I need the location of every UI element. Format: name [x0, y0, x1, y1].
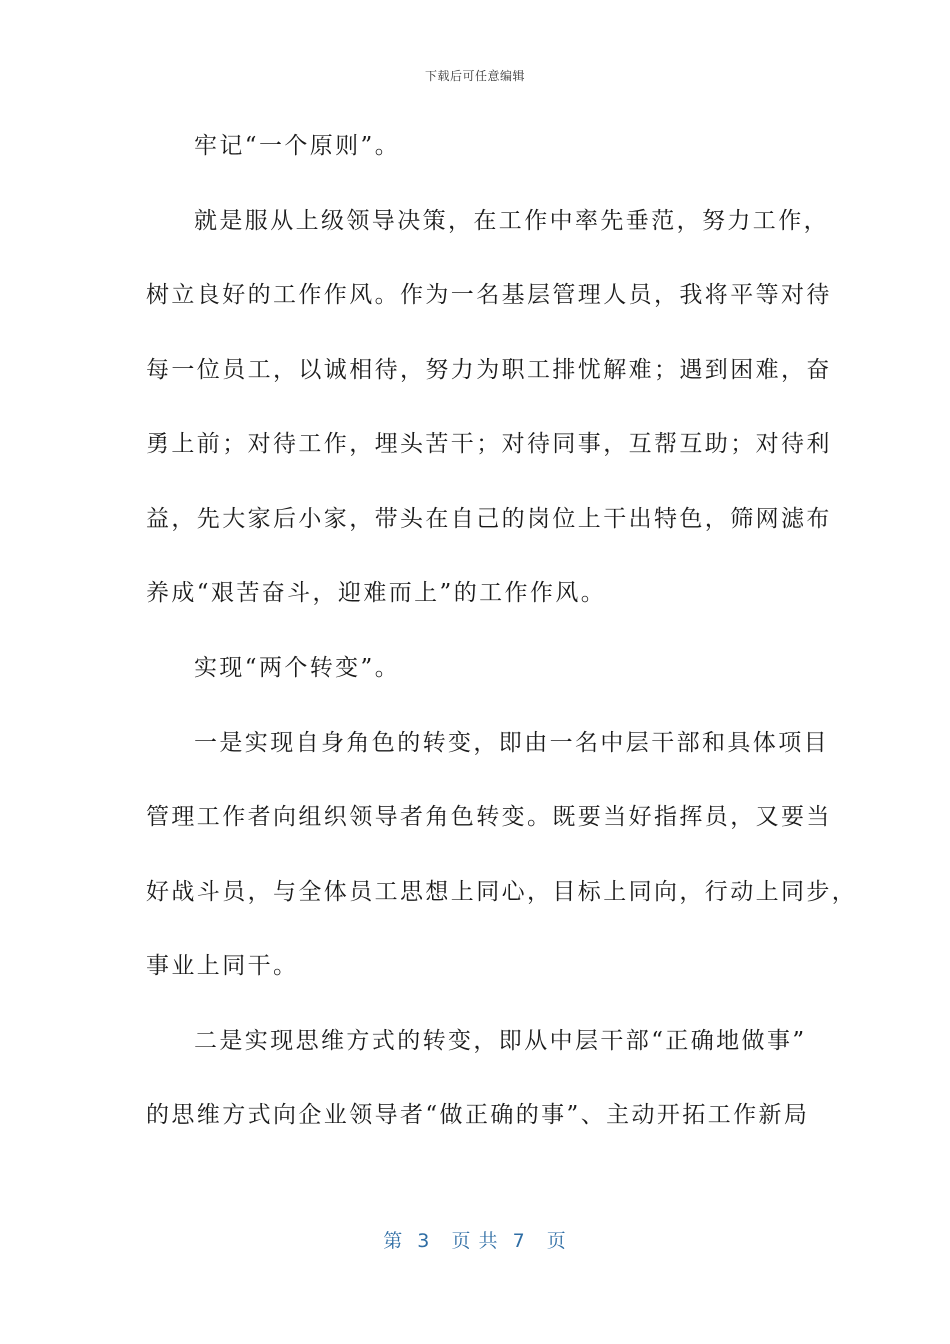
paragraph-line: 二是实现思维方式的转变，即从中层干部“正确地做事” [194, 1028, 807, 1054]
paragraph-line: 就是服从上级领导决策，在工作中率先垂范，努力工作， [194, 208, 829, 234]
paragraph-line: 树立良好的工作作风。作为一名基层管理人员，我将平等对待 [146, 282, 832, 308]
page-number-footer [0, 1226, 950, 1253]
paragraph-line: 养成“艰苦奋斗，迎难而上”的工作作风。 [146, 580, 607, 606]
paragraph-line: 实现“两个转变”。 [194, 655, 401, 681]
paragraph-line: 勇上前；对待工作，埋头苦干；对待同事，互帮互助；对待利 [146, 431, 832, 457]
header-note: 下载后可任意编辑 [424, 69, 525, 83]
paragraph-line: 事业上同干。 [146, 953, 299, 979]
paragraph-line: 好战斗员，与全体员工思想上同心，目标上同向，行动上同步， [146, 879, 858, 905]
paragraph-line: 牢记“一个原则”。 [194, 133, 401, 159]
paragraph-line: 管理工作者向组织领导者角色转变。既要当好指挥员，又要当 [146, 804, 832, 830]
page-number-label: 第 3 页 共 7 页 [383, 1230, 567, 1252]
paragraph-line: 一是实现自身角色的转变，即由一名中层干部和具体项目 [194, 730, 829, 756]
paragraph-line: 每一位员工，以诚相待，努力为职工排忧解难；遇到困难，奋 [146, 357, 832, 383]
paragraph-line: 益，先大家后小家，带头在自己的岗位上干出特色，筛网滤布 [146, 506, 832, 532]
paragraph-line: 的思维方式向企业领导者“做正确的事”、主动开拓工作新局 [146, 1102, 810, 1128]
